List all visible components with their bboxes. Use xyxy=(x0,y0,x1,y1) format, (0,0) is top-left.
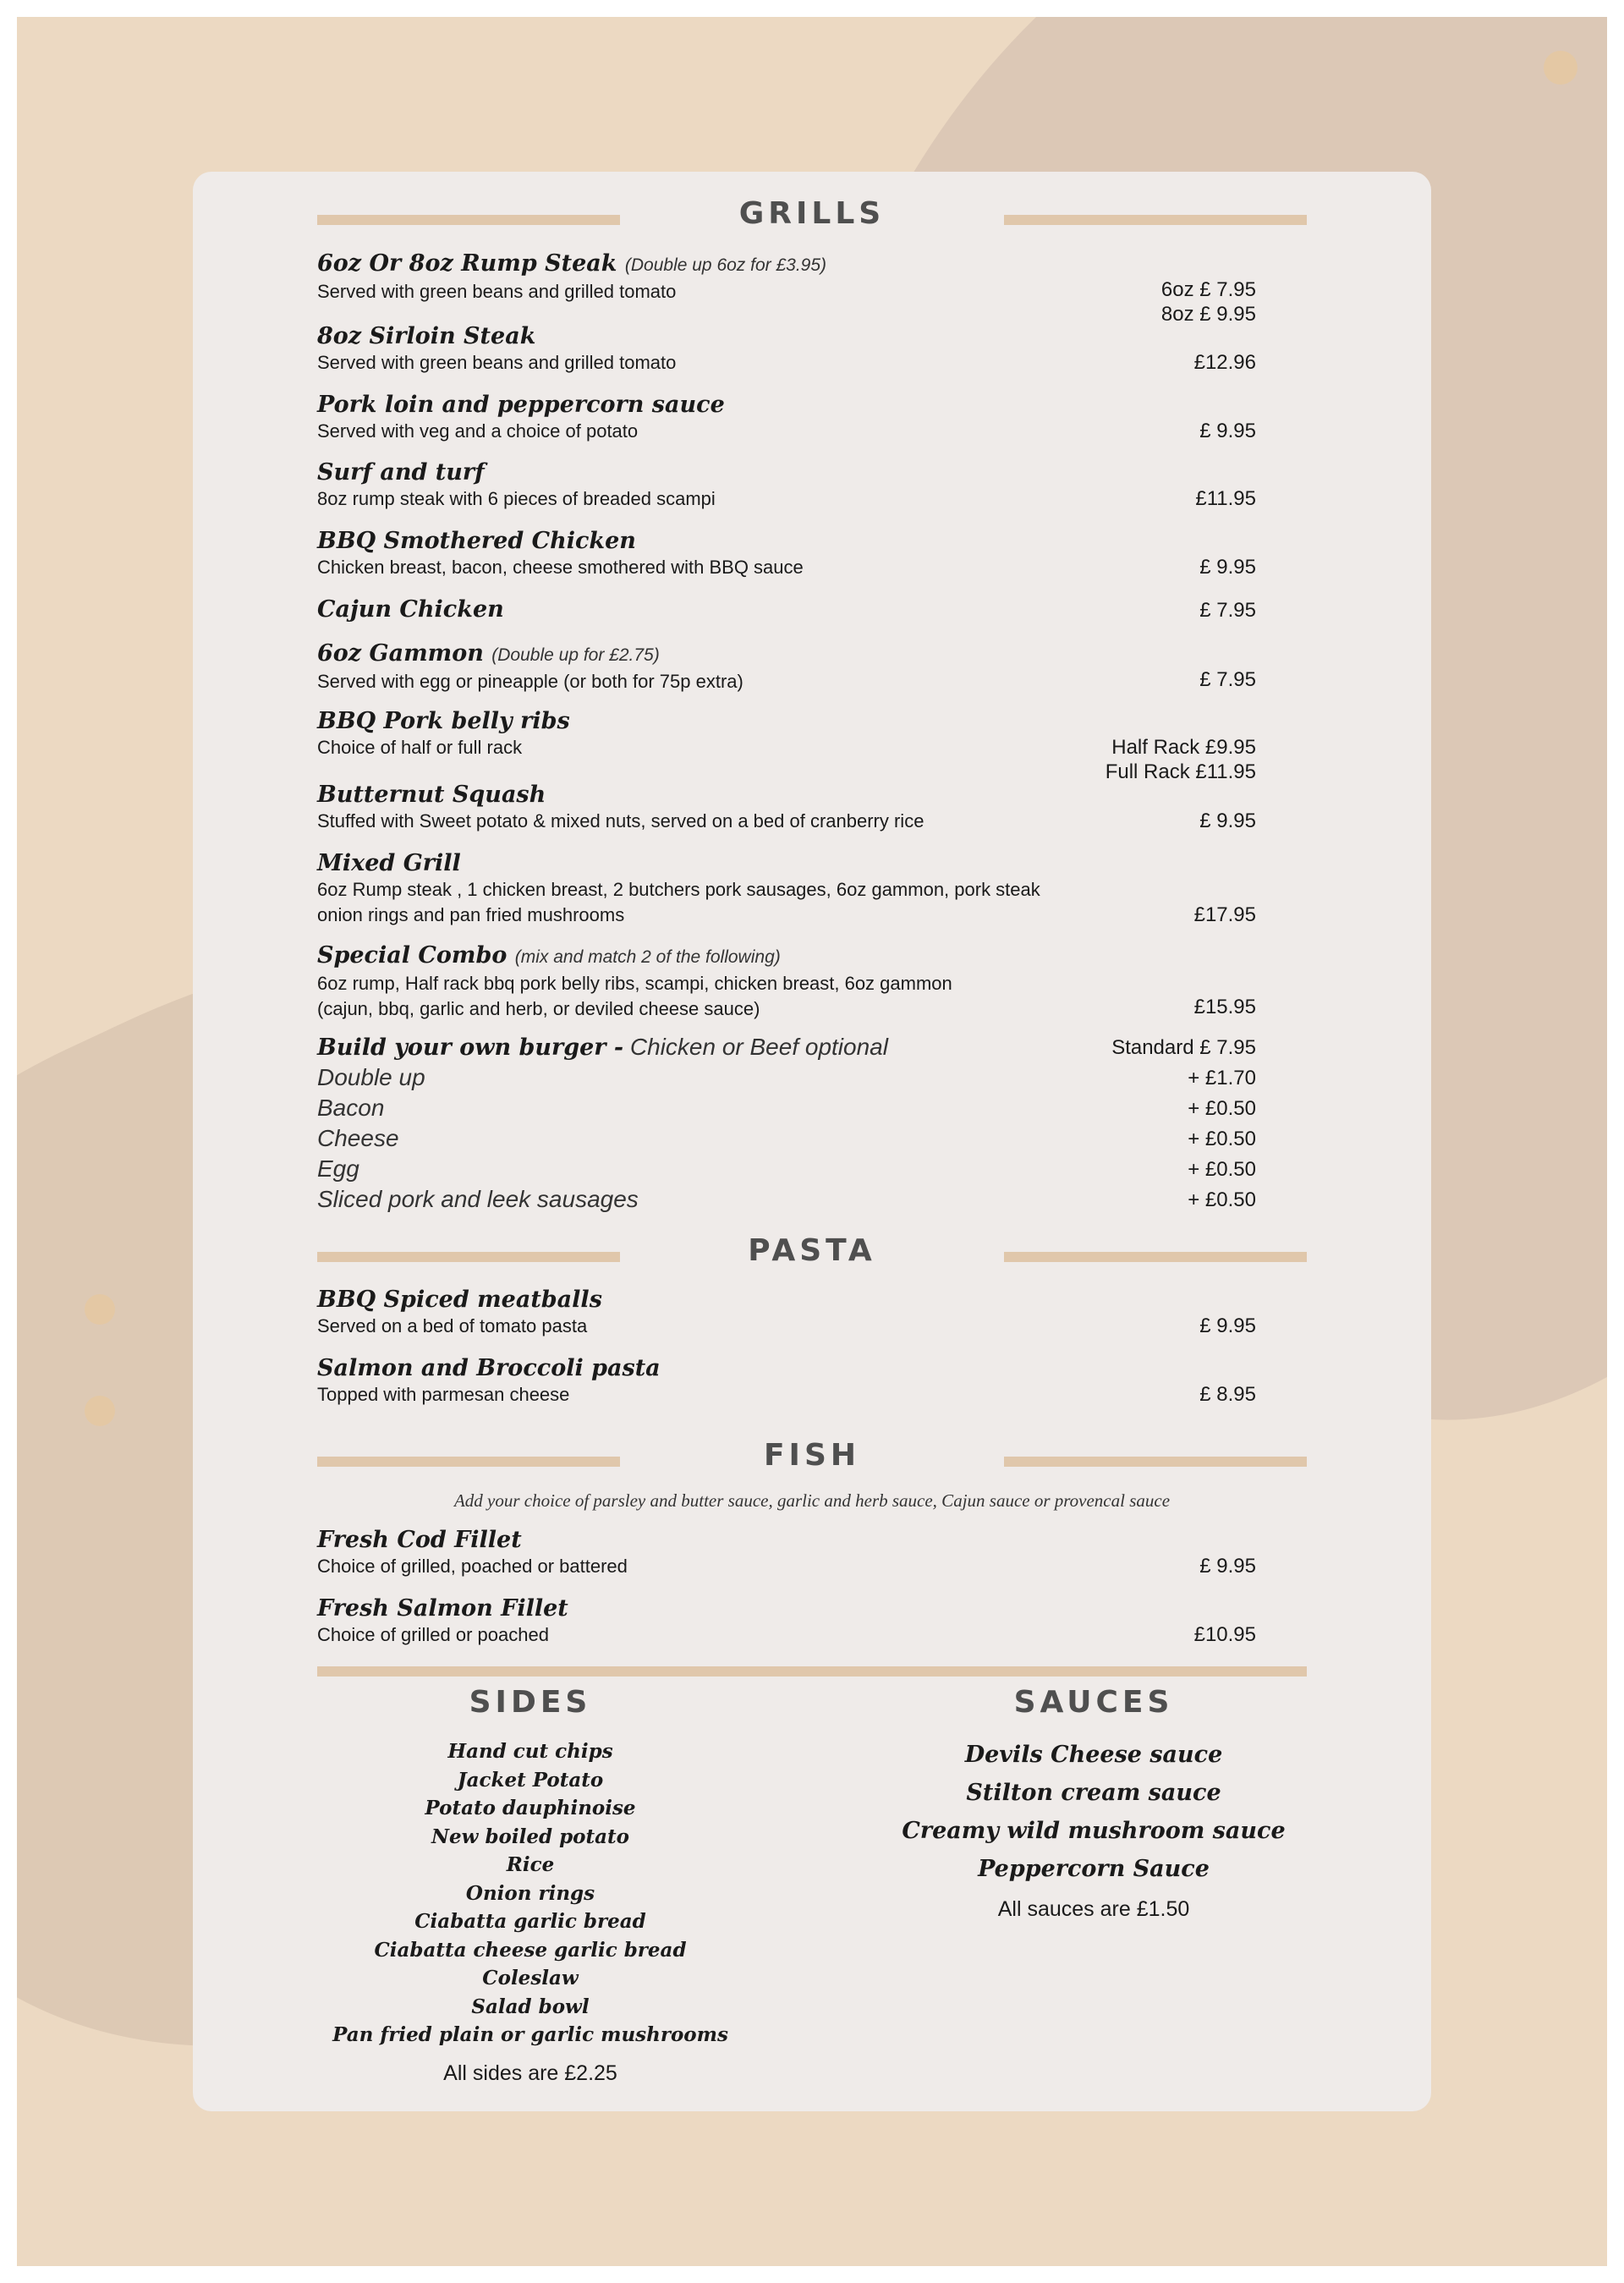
menu-item-pork-ribs xyxy=(317,708,1256,783)
extra-label: Sliced pork and leek sausages xyxy=(317,1186,639,1212)
side-item: Jacket Potato xyxy=(457,1768,604,1792)
item-description: Chicken breast, bacon, cheese smothered with BBQ sauce xyxy=(317,557,804,578)
background-dot xyxy=(85,1396,115,1426)
sides-list xyxy=(277,1737,784,2050)
menu-item-rump-steak xyxy=(317,250,1256,326)
item-name: 8oz Sirloin Steak xyxy=(317,323,536,349)
item-description: 8oz rump steak with 6 pieces of breaded scampi xyxy=(317,488,716,509)
sauce-item: Creamy wild mushroom sauce xyxy=(902,1818,1286,1844)
menu-item-special-combo xyxy=(317,942,1256,1022)
burger-extra xyxy=(317,1064,1256,1095)
item-price: £10.95 xyxy=(1193,1623,1256,1646)
item-name: Special Combo xyxy=(317,942,508,969)
sauces-footer: All sauces are £1.50 xyxy=(997,1897,1190,1921)
item-price: £11.95 xyxy=(1195,487,1256,510)
item-description: (cajun, bbq, garlic and herb, or deviled cheese sauce) xyxy=(317,998,760,1019)
burger-extra xyxy=(317,1095,1256,1125)
item-name: Surf and turf xyxy=(317,459,485,486)
item-note: (Double up for £2.75) xyxy=(491,645,660,665)
item-description: Served with green beans and grilled tomato xyxy=(317,352,677,373)
menu-item-butternut-squash xyxy=(317,782,1256,834)
sauce-item: Stilton cream sauce xyxy=(966,1780,1221,1806)
heading-rule xyxy=(1004,1457,1307,1467)
menu-item-gammon xyxy=(317,640,1256,694)
item-description: Stuffed with Sweet potato & mixed nuts, served on a bed of cranberry rice xyxy=(317,810,924,831)
menu-item-salmon-pasta xyxy=(317,1355,1256,1408)
item-price: Standard £ 7.95 xyxy=(1111,1036,1256,1059)
item-description: Choice of grilled or poached xyxy=(317,1624,549,1645)
item-name: BBQ Pork belly ribs xyxy=(317,708,570,734)
item-price: 8oz £ 9.95 xyxy=(1160,303,1256,326)
item-name: BBQ Spiced meatballs xyxy=(317,1287,602,1313)
item-description: onion rings and pan fried mushrooms xyxy=(317,904,625,925)
item-description: Topped with parmesan cheese xyxy=(317,1384,570,1405)
item-price: £ 9.95 xyxy=(1199,1314,1256,1337)
menu-item-surf-and-turf xyxy=(317,459,1256,512)
heading-rule xyxy=(1004,1252,1307,1262)
side-item: New boiled potato xyxy=(431,1825,629,1848)
item-description: Served with veg and a choice of potato xyxy=(317,420,639,442)
sauces-title: SAUCES xyxy=(1013,1685,1174,1720)
pasta-title: PASTA xyxy=(748,1233,876,1268)
background-dot xyxy=(85,1294,115,1325)
pasta-heading xyxy=(317,1233,1307,1284)
burger-option: Chicken or Beef optional xyxy=(629,1034,888,1060)
item-description: Served on a bed of tomato pasta xyxy=(317,1315,588,1336)
extra-price: + £0.50 xyxy=(1188,1158,1256,1181)
grills-heading xyxy=(317,196,1307,247)
item-price: 6oz £ 7.95 xyxy=(1160,278,1256,301)
fish-title: FISH xyxy=(763,1438,861,1473)
item-name: Pork loin and peppercorn sauce xyxy=(317,392,725,418)
item-price: £ 7.95 xyxy=(1199,668,1256,691)
item-price: £ 9.95 xyxy=(1199,1555,1256,1578)
menu-item-sirloin-steak xyxy=(317,323,1256,376)
menu-item-mixed-grill xyxy=(317,850,1256,928)
item-name: Mixed Grill xyxy=(317,850,461,876)
item-note: (mix and match 2 of the following) xyxy=(514,947,781,967)
item-name: Salmon and Broccoli pasta xyxy=(317,1355,661,1381)
item-name: BBQ Smothered Chicken xyxy=(317,528,636,554)
menu-item-cajun-chicken xyxy=(317,596,1256,623)
item-price: £ 8.95 xyxy=(1199,1383,1256,1406)
menu-item-pork-loin xyxy=(317,392,1256,444)
extra-label: Cheese xyxy=(317,1125,399,1151)
item-description: 6oz rump, Half rack bbq pork belly ribs, scampi, chicken breast, 6oz gammon xyxy=(317,973,952,994)
burger-extra xyxy=(317,1125,1256,1155)
item-name: 6oz Or 8oz Rump Steak xyxy=(317,250,617,277)
fish-heading xyxy=(317,1438,1307,1489)
item-price: £ 9.95 xyxy=(1199,420,1256,442)
extra-price: + £1.70 xyxy=(1188,1067,1256,1089)
extra-label: Double up xyxy=(317,1064,425,1090)
sauce-item: Peppercorn Sauce xyxy=(978,1856,1210,1882)
item-name: Fresh Salmon Fillet xyxy=(317,1595,568,1622)
menu-item-cod xyxy=(317,1527,1256,1579)
item-name: Cajun Chicken xyxy=(317,596,504,623)
fish-sauce-note: Add your choice of parsley and butter sauce, garlic and herb sauce, Cajun sauce or provencal sauce xyxy=(453,1490,1171,1511)
extra-price: + £0.50 xyxy=(1188,1097,1256,1120)
item-name: 6oz Gammon xyxy=(317,640,484,667)
item-description: Served with egg or pineapple (or both for 75p extra) xyxy=(317,671,743,692)
burger-row xyxy=(317,1034,1256,1064)
menu-item-bbq-chicken xyxy=(317,528,1256,580)
item-price: £ 9.95 xyxy=(1199,809,1256,832)
item-name: Butternut Squash xyxy=(317,782,546,808)
side-item: Salad bowl xyxy=(471,1995,590,2018)
extra-label: Bacon xyxy=(317,1095,385,1121)
item-price: £ 9.95 xyxy=(1199,556,1256,579)
grills-title: GRILLS xyxy=(738,196,886,231)
item-description: Served with green beans and grilled tomato xyxy=(317,281,677,302)
burger-extra xyxy=(317,1155,1256,1186)
item-price: £12.96 xyxy=(1193,351,1256,374)
item-description: 6oz Rump steak , 1 chicken breast, 2 butchers pork sausages, 6oz gammon, pork steak xyxy=(317,879,1040,900)
item-price: Half Rack £9.95 xyxy=(1111,736,1256,759)
extra-price: + £0.50 xyxy=(1188,1128,1256,1150)
menu-item-meatballs xyxy=(317,1287,1256,1339)
side-item: Onion rings xyxy=(465,1881,595,1905)
side-item: Ciabatta cheese garlic bread xyxy=(374,1938,687,1962)
menu-item-salmon xyxy=(317,1595,1256,1648)
side-item: Ciabatta garlic bread xyxy=(414,1910,646,1933)
item-price: £15.95 xyxy=(1193,996,1256,1018)
item-description: Choice of half or full rack xyxy=(317,737,523,758)
side-item: Coleslaw xyxy=(482,1967,579,1989)
sauce-item: Devils Cheese sauce xyxy=(964,1742,1223,1768)
heading-rule xyxy=(1004,215,1307,225)
extra-label: Egg xyxy=(317,1155,359,1182)
item-description: Choice of grilled, poached or battered xyxy=(317,1556,628,1577)
sides-footer: All sides are £2.25 xyxy=(443,2061,617,2085)
item-price: Full Rack £11.95 xyxy=(1105,760,1256,783)
burger-extra xyxy=(317,1186,1256,1216)
background-dot xyxy=(1544,51,1577,85)
extra-price: + £0.50 xyxy=(1188,1188,1256,1211)
side-item: Rice xyxy=(506,1853,555,1876)
item-price: £ 7.95 xyxy=(1199,599,1256,622)
item-name: Build your own burger - xyxy=(317,1034,624,1061)
side-item: Pan fried plain or garlic mushrooms xyxy=(332,2023,728,2046)
item-price: £17.95 xyxy=(1193,903,1256,926)
item-note: (Double up 6oz for £3.95) xyxy=(624,255,827,275)
side-item: Hand cut chips xyxy=(447,1740,613,1763)
section-divider xyxy=(317,1666,1307,1677)
sides-title: SIDES xyxy=(469,1685,592,1720)
item-name: Fresh Cod Fillet xyxy=(317,1527,522,1553)
sauces-list xyxy=(840,1736,1347,1888)
side-item: Potato dauphinoise xyxy=(425,1797,636,1819)
